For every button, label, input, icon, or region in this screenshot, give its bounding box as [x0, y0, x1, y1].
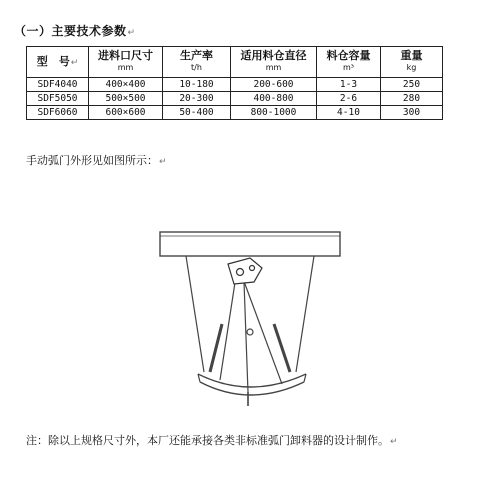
table-cell: SDF6060: [27, 106, 89, 120]
header-inlet-size: 进料口尺寸 mm: [89, 47, 163, 78]
table-cell: 500×500: [89, 92, 163, 106]
arc-gate-drawing: [150, 224, 350, 414]
table-cell: 1-3: [317, 78, 381, 92]
table-cell: 300: [381, 106, 443, 120]
table-cell: SDF4040: [27, 78, 89, 92]
table-cell: 400×400: [89, 78, 163, 92]
spec-table: [26, 46, 443, 120]
table-header-row: [27, 47, 443, 78]
header-bin-volume: 料仓容量 m³: [317, 47, 381, 78]
table-row: [27, 78, 443, 92]
table-cell: 250: [381, 78, 443, 92]
footnote: 注：除以上规格尺寸外，本厂还能承接各类非标准弧门卸料器的设计制作。↵: [26, 434, 398, 447]
table-cell: 10-180: [163, 78, 231, 92]
header-weight: 重量 kg: [381, 47, 443, 78]
table-cell: 20-300: [163, 92, 231, 106]
table-cell: 50-400: [163, 106, 231, 120]
table-cell: SDF5050: [27, 92, 89, 106]
table-cell: 4-10: [317, 106, 381, 120]
table-cell: 800-1000: [231, 106, 317, 120]
header-capacity: 生产率 t/h: [163, 47, 231, 78]
table-cell: 280: [381, 92, 443, 106]
table-cell: 400-800: [231, 92, 317, 106]
table-cell: 200-600: [231, 78, 317, 92]
table-cell: 600×600: [89, 106, 163, 120]
figure-caption: 手动弧门外形见如图所示：↵: [26, 154, 167, 167]
section-heading: （一）主要技术参数↵: [14, 24, 136, 38]
header-bin-diameter: 适用料仓直径 mm: [231, 47, 317, 78]
pivot-bracket: [228, 258, 262, 284]
table-row: [27, 106, 443, 120]
table-row: [27, 92, 443, 106]
header-model: 型 号↵: [27, 47, 89, 78]
table-cell: 2-6: [317, 92, 381, 106]
